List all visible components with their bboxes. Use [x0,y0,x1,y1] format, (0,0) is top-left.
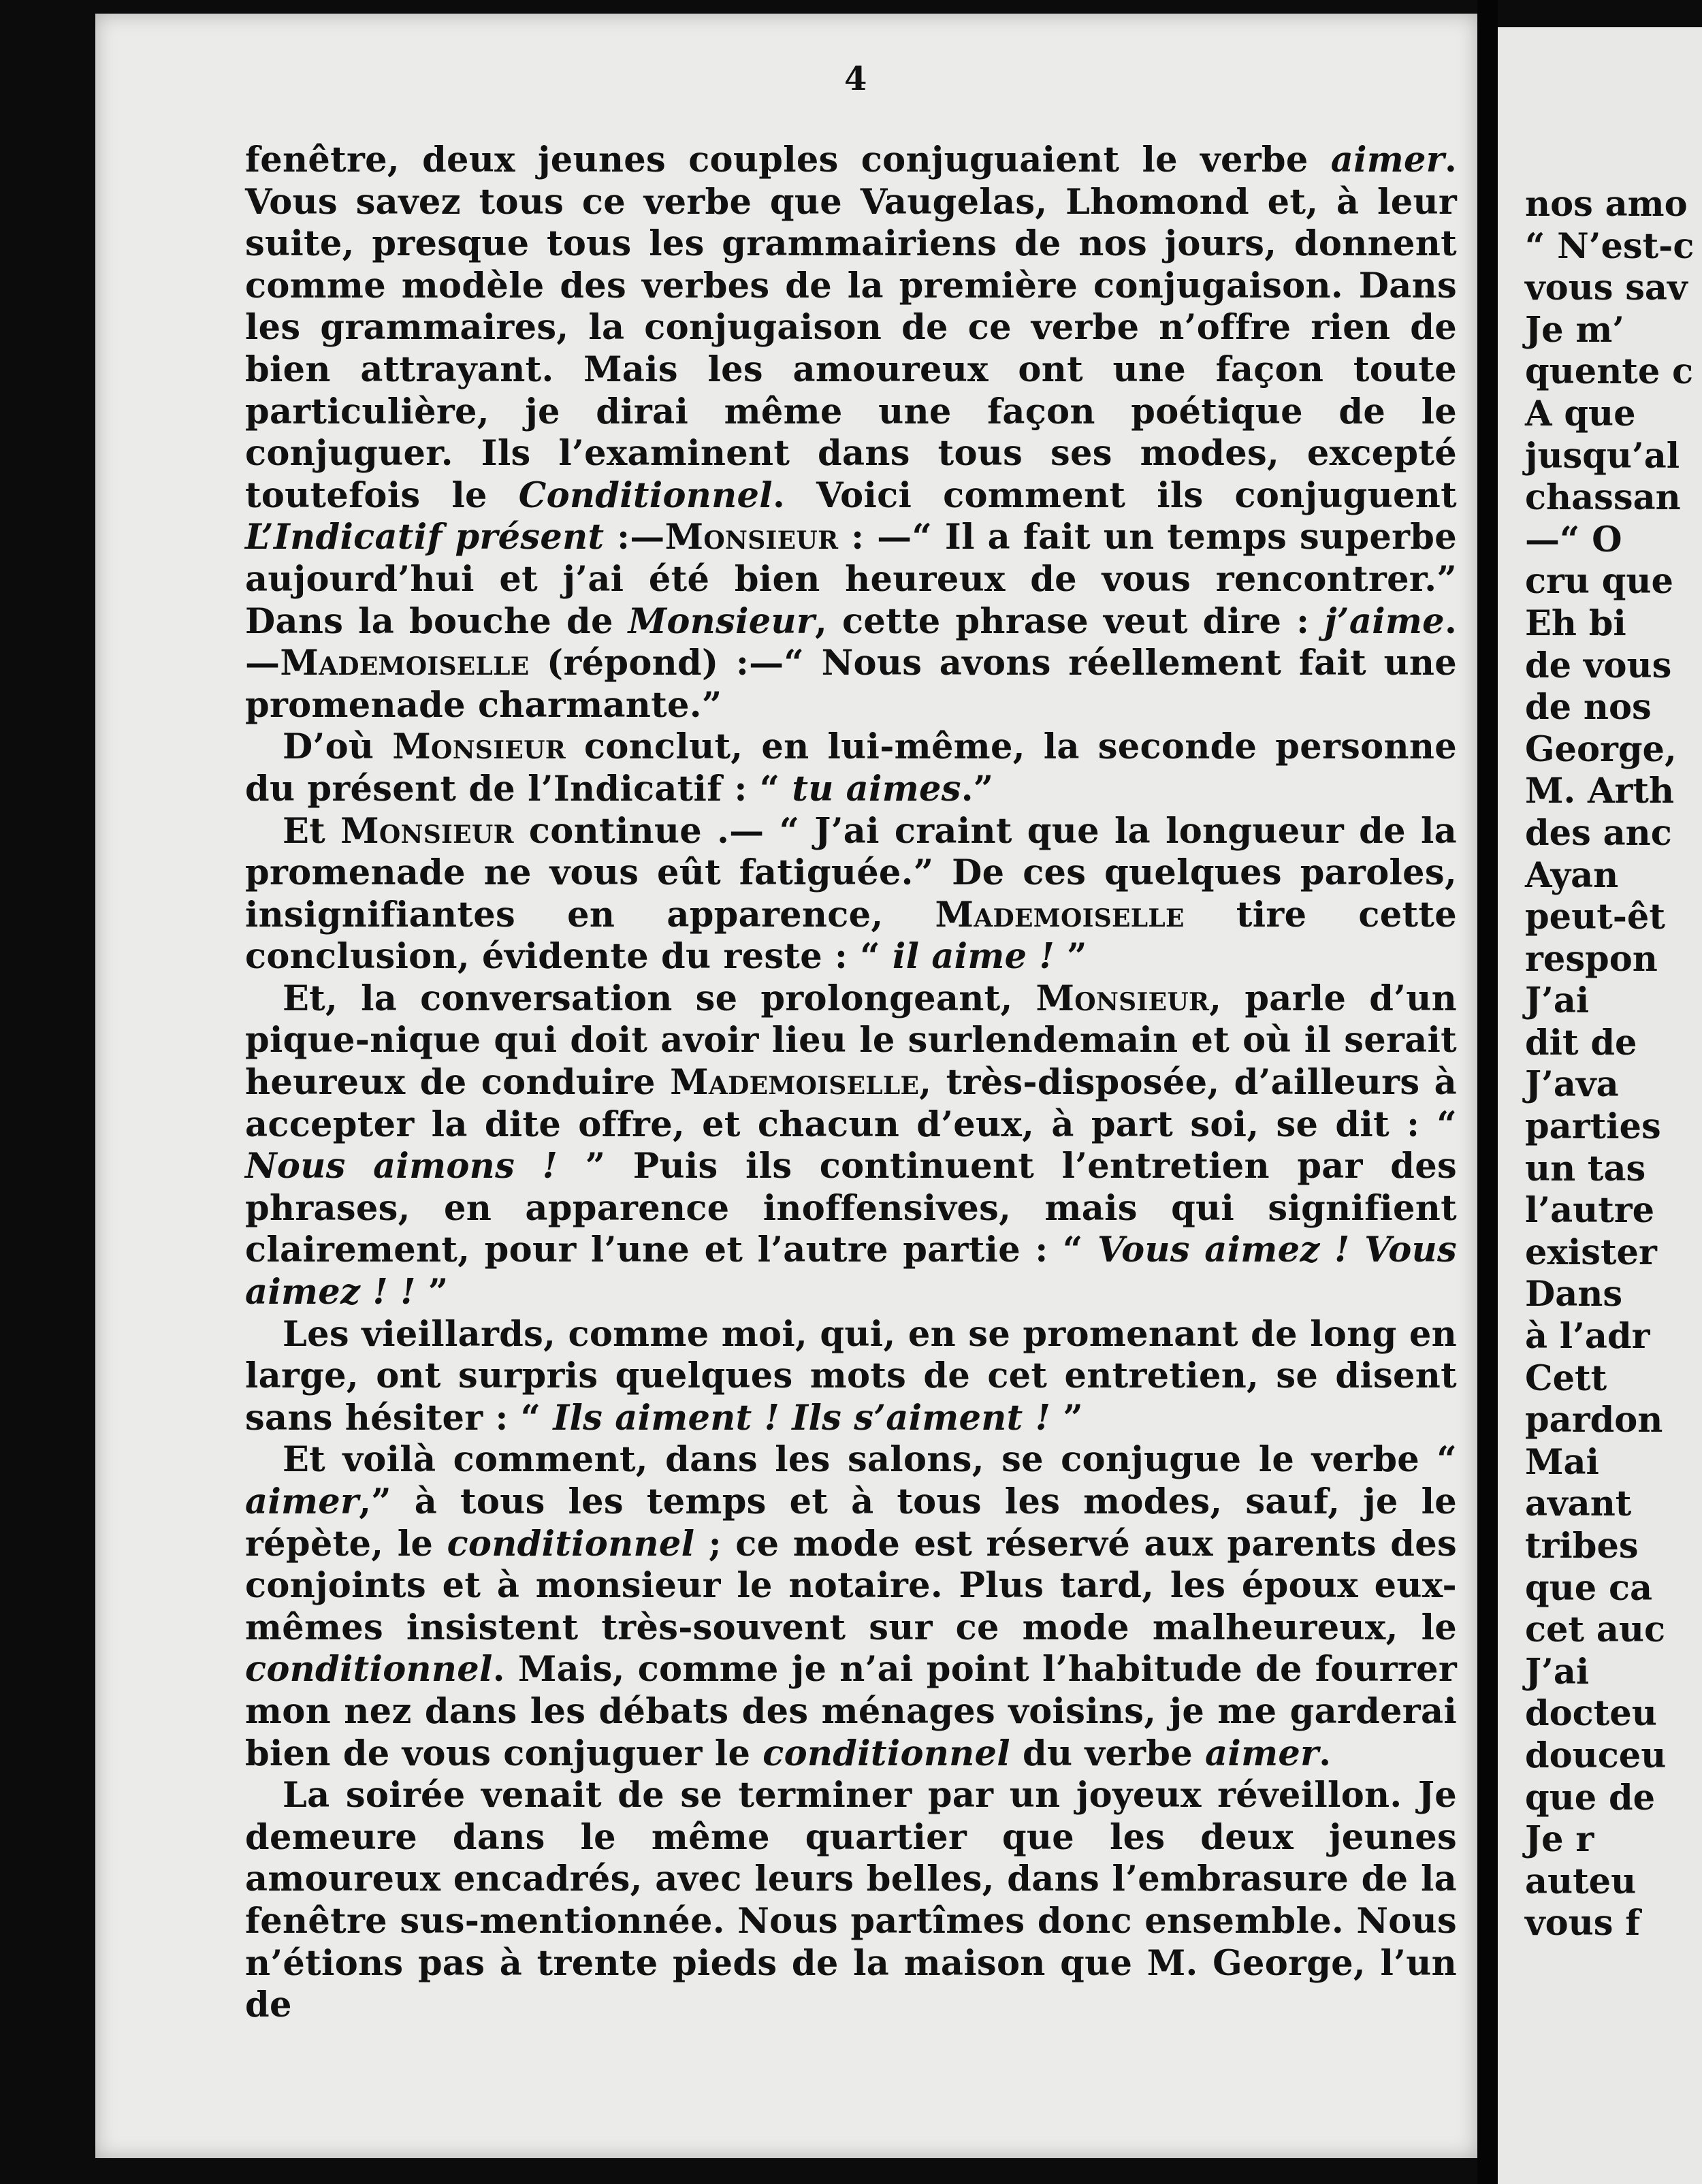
adjacent-line: “ N’est-c [1525,225,1695,267]
adjacent-line: avant [1525,1483,1632,1525]
text-run: j’aime [1324,600,1445,642]
text-run: Monsieur [664,517,839,558]
adjacent-line: cru que [1525,561,1673,603]
adjacent-line: exister [1525,1232,1657,1273]
adjacent-line: que ca [1525,1567,1653,1609]
adjacent-line: Je m’ [1525,309,1625,351]
adjacent-line: Ayan [1525,854,1619,896]
text-run: Monsieur [1035,978,1210,1019]
adjacent-line: quente c [1525,351,1694,393]
text-run: . Vous savez tous ce verbe que Vaugelas, Lhomond et, à leur suite, presque tous les grammairiens de nos jours, donnent comme modèle des verbes de la première conjugaison. Dans les grammaires, la conjugaison de ce verbe n’offre rien de bien attrayant. Mais les amoureux ont une façon toute particulière, je dirai même une façon poétique de le conjuguer. Ils l’examinent dans tous ses modes, excepté toutefois le [245,140,1457,516]
adjacent-line: auteu [1525,1861,1637,1902]
text-run: Monsieur [628,600,816,642]
text-run: conditionnel [447,1523,695,1564]
adjacent-line: respon [1525,938,1658,980]
paragraph [245,140,1457,726]
text-run: , très-disposée, d’ailleurs à accepter la dite offre, et chacun d’eux, à part soi, se dit : “ [245,1062,1457,1145]
adjacent-line: nos amo [1525,184,1688,225]
text-run: aimer [1205,1733,1319,1774]
adjacent-line: tribes [1525,1526,1639,1567]
text-run: Monsieur [340,810,514,852]
adjacent-line: cet auc [1525,1609,1665,1651]
adjacent-line: des anc [1525,812,1672,854]
text-run: conditionnel [245,1649,493,1690]
text-run: Mademoiselle [670,1062,920,1104]
text-run: Et, la conversation se prolongeant, [283,978,1036,1019]
text-run: aimer [1330,140,1445,180]
text-run: .— [245,600,1457,684]
adjacent-page [1498,27,1702,2184]
adjacent-line: J’ai [1525,980,1590,1022]
text-run: . Voici comment ils conjuguent [772,475,1458,516]
text-run: conditionnel [762,1733,1010,1774]
adjacent-line: Cett [1525,1358,1607,1399]
text-run: Et [283,810,341,852]
body-text [245,140,1457,2027]
adjacent-page-text [1525,184,1694,1945]
adjacent-line: docteu [1525,1693,1657,1735]
text-run: ,” à tous les temps et à tous les modes, sauf, je le répète, le [245,1481,1457,1564]
text-run: continue .— “ J’ai craint que la longueur de la promenade ne vous eût fatiguée.” De ces quelques paroles, insignifiantes en apparence, [245,810,1457,935]
adjacent-line: J’ai [1525,1651,1590,1692]
paragraph [245,726,1457,810]
adjacent-line: J’ava [1525,1064,1619,1106]
text-run: tu aimes [792,768,961,809]
adjacent-line: que de [1525,1777,1656,1818]
adjacent-line: —“ O [1525,519,1622,560]
text-run: ” [415,1272,449,1313]
text-run: ” [1055,936,1087,978]
paragraph [245,978,1457,1314]
paragraph [245,1314,1457,1440]
adjacent-line: vous sav [1525,268,1688,309]
adjacent-line: de nos [1525,687,1652,728]
adjacent-line: un tas [1525,1148,1646,1189]
book-gutter [1477,0,1498,2184]
text-run: D’où [283,726,393,768]
text-run: ” Puis ils continuent l’entretien par des phrases, en apparence inoffensives, mais qui signifient clairement, pour l’une et l’autre partie : “ [245,1146,1457,1271]
paragraph [245,1439,1457,1775]
page-number: 4 [844,60,867,98]
adjacent-line: l’autre [1525,1190,1655,1232]
paragraph [245,811,1457,978]
text-run: Vous aimez ! Vous aimez ! ! [245,1230,1457,1313]
text-run: ; ce mode est réservé aux parents des conjoints et à monsieur le notaire. Plus tard, les époux eux-mêmes insistent très-souvent sur ce mode malheureux, le [245,1523,1457,1648]
adjacent-line: peut-êt [1525,897,1665,938]
text-run: Mademoiselle [280,643,530,684]
adjacent-line: vous f [1525,1903,1641,1944]
adjacent-line: Je r [1525,1819,1594,1861]
text-run: . Mais, comme je n’ai point l’habitude de fourrer mon nez dans les débats des ménages voisins, je me garderai bien de vous conjuguer le [245,1649,1457,1774]
text-run: . [1319,1733,1332,1774]
paragraph [245,1775,1457,2027]
adjacent-line: Dans [1525,1274,1623,1315]
adjacent-line: dit de [1525,1022,1637,1063]
text-run: fenêtre, deux jeunes couples conjuguaient le verbe [245,140,1331,180]
adjacent-line: Eh bi [1525,603,1626,644]
text-run: Ils aiment ! Ils s’aiment ! [553,1397,1051,1439]
text-run: (répond) :—“ Nous avons réellement fait une promenade charmante.” [245,643,1457,726]
adjacent-line: à l’adr [1525,1316,1650,1358]
text-run: Et voilà comment, dans les salons, se conjugue le verbe “ [283,1439,1457,1481]
text-run: Mademoiselle [935,894,1185,935]
adjacent-line: parties [1525,1106,1661,1148]
text-run: .” [961,768,994,809]
text-run: tire cette conclusion, évidente du reste : “ [245,894,1457,978]
text-run: , parle d’un pique-nique qui doit avoir lieu le surlendemain et où il serait heureux de conduire [245,978,1458,1104]
text-run: Les vieillards, comme moi, qui, en se promenant de long en large, ont surpris quelques mots de cet entretien, se disent sans hésiter : “ [245,1313,1457,1439]
text-run: L’Indicatif présent [245,517,605,558]
text-run: : —“ Il a fait un temps superbe aujourd’hui et j’ai été bien heureux de vous rencontrer.” Dans la bouche de [245,517,1458,642]
adjacent-line: George, [1525,728,1677,770]
text-run: du verbe [1010,1733,1206,1774]
text-run: Monsieur [392,726,566,768]
text-run: il aime ! [892,936,1055,978]
text-run: Nous aimons ! [245,1146,558,1187]
text-run: conclut, en lui-même, la seconde personne du présent de l’Indicatif : “ [245,726,1457,809]
text-run: La soirée venait de se terminer par un joyeux réveillon. Je demeure dans le même quartier que les deux jeunes amoureux encadrés, avec leurs belles, dans l’embrasure de la fenêtre sus-mentionnée. Nous partîmes donc ensemble. Nous n’étions pas à trente pieds de la maison que M. George, l’un de [245,1775,1457,2026]
adjacent-line: pardon [1525,1400,1663,1441]
text-run: , cette phrase veut dire : [815,600,1325,642]
adjacent-line: douceu [1525,1735,1667,1776]
adjacent-line: chassan [1525,477,1681,519]
text-run: :— [604,517,665,558]
adjacent-line: Mai [1525,1441,1599,1483]
text-run: aimer [245,1481,359,1522]
adjacent-line: M. Arth [1525,771,1675,812]
adjacent-line: de vous [1525,645,1672,686]
text-run: Conditionnel [518,475,773,516]
text-run: ” [1050,1397,1083,1439]
adjacent-line: jusqu’al [1525,435,1680,477]
adjacent-line: A que [1525,393,1636,434]
